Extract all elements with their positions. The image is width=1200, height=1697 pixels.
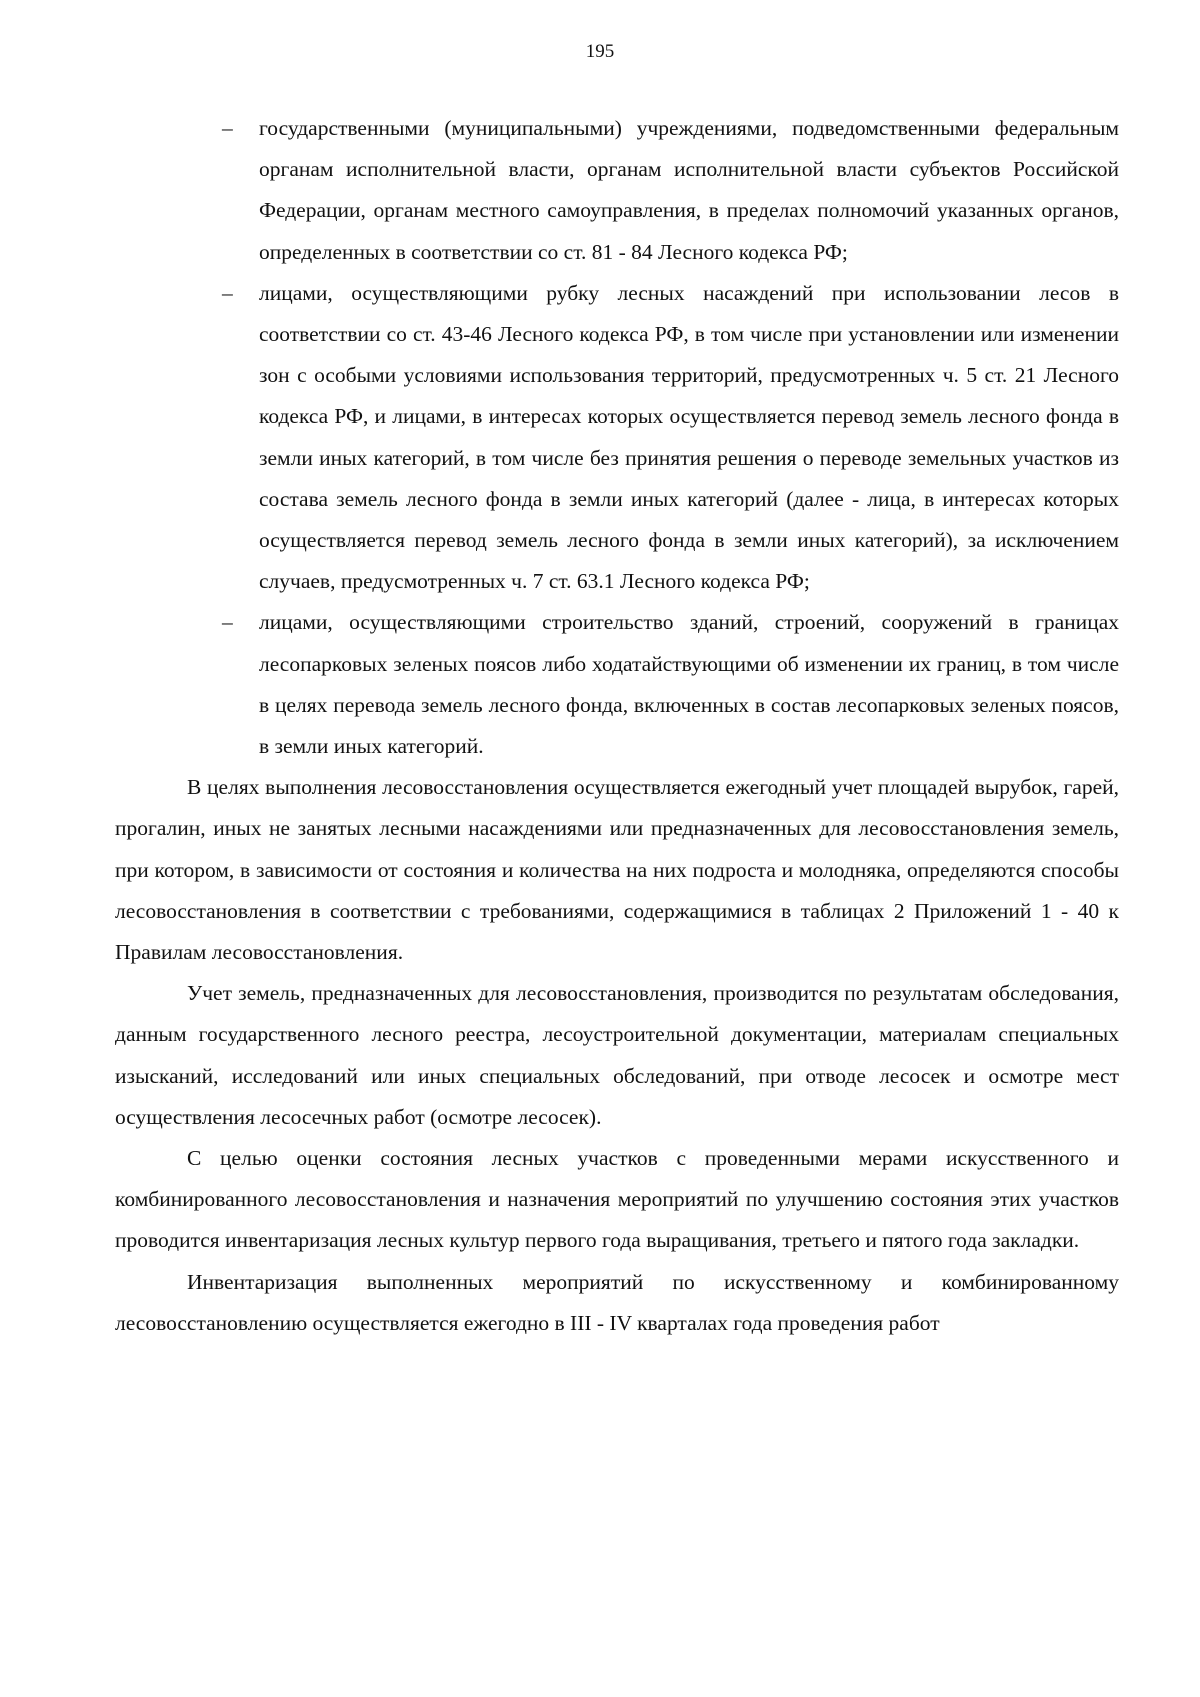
- bullet-text: государственными (муниципальными) учреждениями, подведомственными федеральным органам исполнительной власти, органам исполнительной власти субъектов Российской Федерации, органам местного самоуправления, в пределах полномочий указанных органов, определенных в соответствии со ст. 81 - 84 Лесного кодекса РФ;: [259, 116, 1119, 264]
- bullet-dash: –: [222, 280, 233, 305]
- bullet-item: [115, 602, 1119, 767]
- bullet-list: [115, 108, 1119, 767]
- body-paragraph: В целях выполнения лесовосстановления осуществляется ежегодный учет площадей вырубок, гарей, прогалин, иных не занятых лесными насаждениями или предназначенных для лесовосстановления земель, при котором, в зависимости от состояния и количества на них подроста и молодняка, определяются способы лесовосстановления в соответствии с требованиями, содержащимися в таблицах 2 Приложений 1 - 40 к Правилам лесовосстановления.: [115, 775, 1119, 965]
- bullet-text: лицами, осуществляющими рубку лесных насаждений при использовании лесов в соответствии со ст. 43-46 Лесного кодекса РФ, в том числе при установлении или изменении зон с особыми условиями использования территорий, предусмотренных ч. 5 ст. 21 Лесного кодекса РФ, и лицами, в интересах которых осуществляется перевод земель лесного фонда в земли иных категорий, в том числе без принятия решения о переводе земельных участков из состава земель лесного фонда в земли иных категорий (далее - лица, в интересах которых осуществляется перевод земель лесного фонда в земли иных категорий), за исключением случаев, предусмотренных ч. 7 ст. 63.1 Лесного кодекса РФ;: [259, 280, 1119, 594]
- bullet-dash: –: [222, 116, 233, 140]
- page-number: 195: [585, 41, 615, 62]
- body-paragraph: С целью оценки состояния лесных участков с проведенными мерами искусственного и комбинированного лесовосстановления и назначения мероприятий по улучшению состояния этих участков проводится инвентаризация лесных культур первого года выращивания, третьего и пятого года закладки.: [115, 1146, 1119, 1253]
- body-paragraph: Учет земель, предназначенных для лесовосстановления, производится по результатам обследования, данным государственного лесного реестра, лесоустроительной документации, материалам специальных изысканий, исследований или иных специальных обследований, при отводе лесосек и осмотре мест осуществления лесосечных работ (осмотре лесосек).: [115, 981, 1119, 1129]
- bullet-item: [115, 108, 1119, 273]
- body-paragraph: Инвентаризация выполненных мероприятий по искусственному и комбинированному лесовосстановлению осуществляется ежегодно в III - IV кварталах года проведения работ: [115, 1269, 1119, 1335]
- page-body: [115, 108, 1119, 1344]
- bullet-text: лицами, осуществляющими строительство зданий, строений, сооружений в границах лесопарковых зеленых поясов либо ходатайствующими об изменении их границ, в том числе в целях перевода земель лесного фонда, включенных в состав лесопарковых зеленых поясов, в земли иных категорий.: [259, 610, 1119, 759]
- bullet-item: [115, 273, 1119, 603]
- bullet-dash: –: [222, 610, 233, 635]
